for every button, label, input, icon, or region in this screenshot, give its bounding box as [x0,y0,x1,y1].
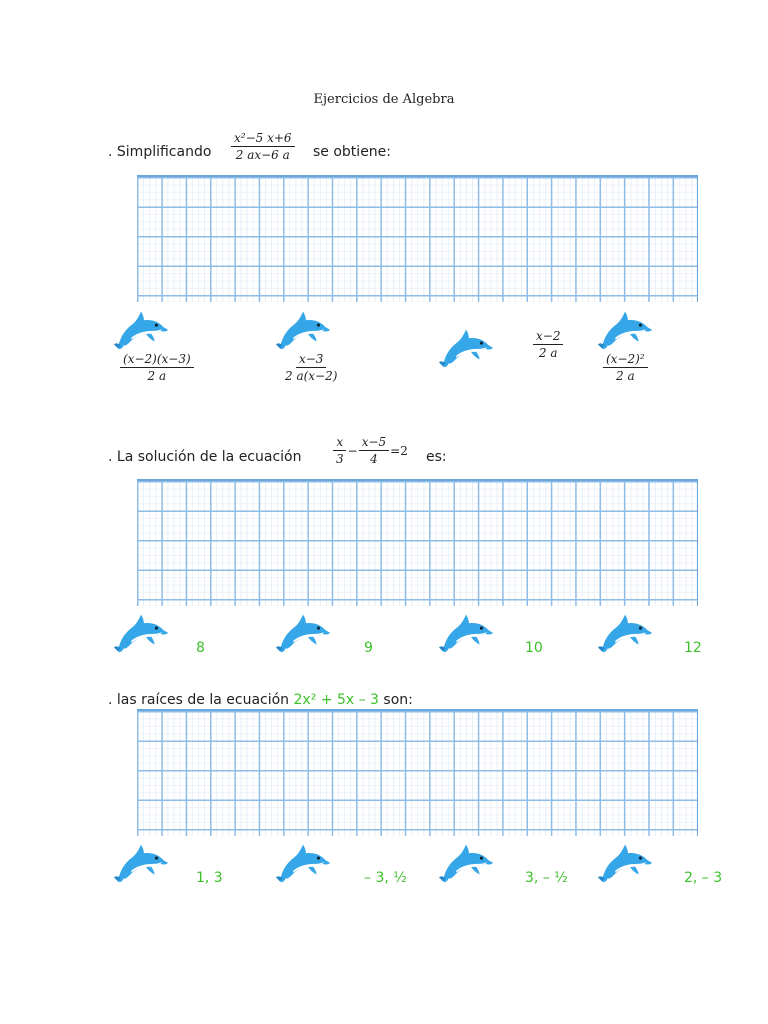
option-3a: 1, 3 [196,870,223,886]
option-numerator: (x−2)² [603,352,648,368]
option-1a [120,352,194,383]
equation-rhs: =2 [390,443,408,458]
fraction-denominator: 2 ax−6 a [235,148,290,162]
minus-sign: − [347,443,358,458]
question-2-prefix: . La solución de la ecuación [108,449,302,465]
question-2-suffix: es: [426,449,447,465]
dolphin-icon[interactable] [437,838,495,884]
dolphin-icon[interactable] [274,838,332,884]
option-2a: 8 [196,640,205,656]
fraction-denominator: 4 [370,452,378,466]
question-2-equation [333,435,409,466]
option-3d: 2, – 3 [684,870,723,886]
dolphin-icon[interactable] [274,608,332,654]
question-1 [108,144,211,160]
dolphin-icon[interactable] [274,305,332,351]
option-numerator: x−3 [296,352,326,368]
dolphin-icon[interactable] [112,838,170,884]
option-1c [533,329,563,360]
dolphin-icon[interactable] [437,608,495,654]
fraction-numerator: x−5 [359,435,389,451]
dolphin-icon[interactable] [112,608,170,654]
option-numerator: x−2 [533,329,563,345]
fraction-denominator: 3 [336,452,344,466]
question-3-equation: 2x² + 5x – 3 [293,692,379,708]
option-denominator: 2 a(x−2) [285,369,338,383]
equation-fraction-2 [359,435,389,466]
question-1-prefix: . Simplificando [108,144,212,160]
option-numerator: (x−2)(x−3) [120,352,194,368]
dolphin-icon[interactable] [596,838,654,884]
dolphin-icon[interactable] [596,305,654,351]
option-denominator: 2 a [147,369,167,383]
page-title: Ejercicios de Algebra [313,92,455,107]
answer-grid-2[interactable] [137,479,698,606]
answer-grid-3[interactable] [137,709,698,836]
option-2c: 10 [525,640,543,656]
fraction-numerator: x [333,435,346,451]
dolphin-icon[interactable] [596,608,654,654]
dolphin-icon[interactable] [112,305,170,351]
option-denominator: 2 a [538,346,558,360]
option-1d [603,352,648,383]
option-3c: 3, – ½ [525,870,568,886]
answer-grid-1[interactable] [137,175,698,302]
question-3-suffix: son: [383,692,413,708]
question-1-suffix: se obtiene: [313,144,392,160]
option-1b [282,352,340,383]
option-denominator: 2 a [616,369,635,383]
option-2d: 12 [684,640,702,656]
fraction-numerator: x²−5 x+6 [231,131,295,147]
option-2b: 9 [364,640,373,656]
question-3 [108,692,413,708]
equation-fraction-1 [333,435,347,466]
question-1-fraction [231,131,295,162]
option-3b: – 3, ½ [364,870,407,886]
question-3-prefix: . las raíces de la ecuación [108,692,290,708]
dolphin-icon[interactable] [437,323,495,369]
